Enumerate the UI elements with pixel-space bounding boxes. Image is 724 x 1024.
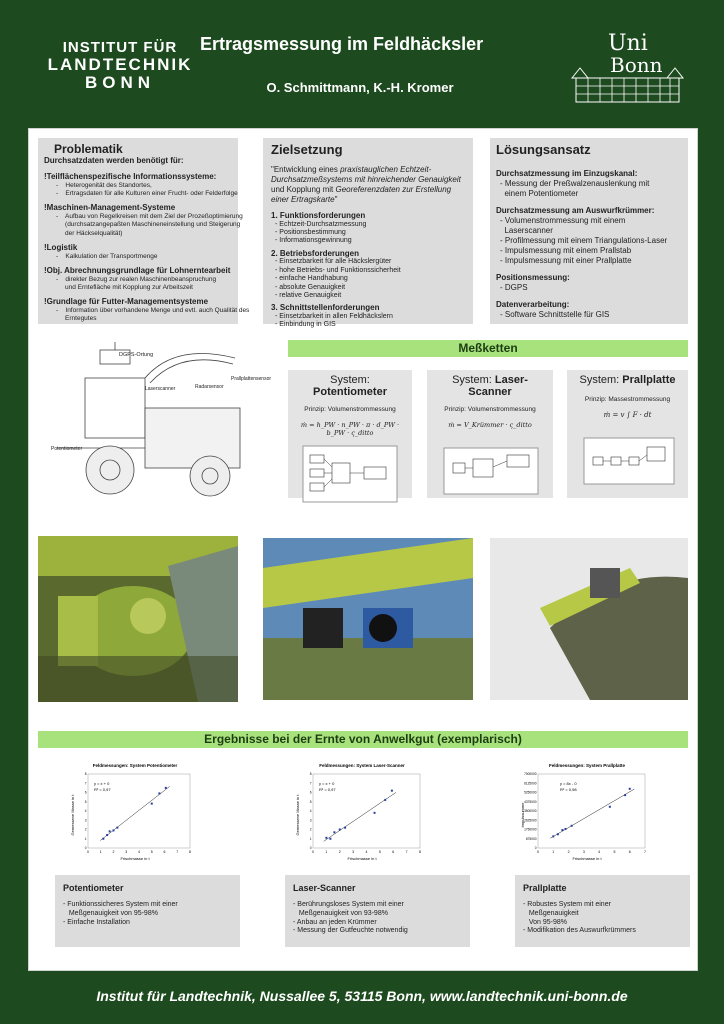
- loesung-section-item: - Messung der Preßwalzenauslenkung mit: [500, 179, 650, 188]
- chart-r2: R² = 0,97: [319, 787, 336, 792]
- x-tick-label: 0: [537, 850, 539, 854]
- x-tick-label: 3: [352, 850, 355, 854]
- x-tick-label: 2: [567, 850, 570, 854]
- uni-logo-text-1: Uni: [608, 31, 648, 56]
- problematik-item-sub: - Heterogenität des Standortes,: [56, 182, 152, 189]
- x-tick-label: 2: [338, 850, 341, 854]
- summary-list: [293, 901, 462, 936]
- summary-item: - Einfache Installation: [63, 918, 130, 926]
- zielsetzung-section-item: - Informationsgewinnung: [275, 237, 352, 245]
- loesung-section-head: Datenverarbeitung:: [496, 300, 570, 309]
- problematik-item-sub: (durchsatzangepaßten Maschineneinstellung und Steigerung: [56, 221, 241, 229]
- x-tick-label: 5: [613, 850, 616, 854]
- loesung-section-item: einem Potentiometer: [500, 189, 579, 198]
- data-point: [571, 825, 573, 827]
- x-tick-label: 4: [138, 850, 140, 854]
- loesung-section-head: Positionsmessung:: [496, 273, 570, 282]
- system-title-2: [431, 374, 549, 398]
- chart-title: Feldmessungen: System Laser-Scanner: [319, 763, 405, 768]
- x-tick-label: 1: [325, 850, 328, 854]
- problematik-title: Problematik: [54, 142, 123, 156]
- problematik-item-head: !Maschinen-Management-Systeme: [44, 203, 176, 213]
- x-tick-label: 0: [87, 850, 89, 854]
- zielsetzung-section-item: - Einbindung in GIS: [275, 321, 336, 329]
- y-tick-label: 1: [84, 836, 87, 841]
- data-point: [333, 831, 335, 833]
- y-tick-label: 6: [309, 790, 312, 795]
- system-principle-1: Prinzip: Volumenstrommessung: [304, 406, 396, 413]
- problematik-item-head: !Obj. Abrechnungsgrundlage für Lohnerntearbeit: [44, 265, 231, 275]
- loesung-section-head: Durchsatzmessung im Einzugskanal:: [496, 169, 638, 178]
- y-tick-label: 4375000: [524, 799, 537, 804]
- chart-xlabel: Frischmasse in t: [572, 856, 602, 861]
- label-potentiometer: Potentiometer: [51, 446, 83, 452]
- problematik-item-head: !Logistik: [44, 242, 78, 252]
- system-name-3: Prallplatte: [622, 374, 676, 386]
- system-title-1: [292, 374, 408, 398]
- chart-potentiometer: [70, 760, 200, 865]
- y-tick-label: 1: [309, 836, 312, 841]
- chart-equation: y = x + 0: [94, 781, 110, 786]
- footer-address: Institut für Landtechnik, Nussallee 5, 53115 Bonn, www.landtechnik.uni-bonn.de: [96, 988, 628, 1004]
- zielsetzung-section-item: - Echtzeit-Durchsatzmessung: [275, 220, 367, 228]
- university-logo: [570, 28, 685, 106]
- data-point: [151, 803, 153, 805]
- data-point: [116, 827, 118, 829]
- loesung-section-item: - DGPS: [500, 283, 528, 292]
- loesung-section-item: - Volumenstrommessung mit einem: [500, 216, 626, 225]
- intro-part-2: praxistauglichen Echtzeit-Durchsatzmeßsystems mit hinreichender Genauigkeit: [271, 165, 461, 184]
- x-tick-label: 3: [125, 850, 128, 854]
- y-tick-label: 6: [84, 790, 87, 795]
- y-tick-label: 2: [84, 827, 87, 832]
- label-prallplatte: Prallplattensensor: [231, 376, 272, 382]
- y-tick-label: 8: [84, 772, 87, 777]
- y-tick-label: 4: [309, 809, 312, 814]
- data-point: [158, 792, 160, 794]
- problematik-item-sub: der Häckselqualität): [56, 229, 123, 237]
- chart-ylabel: Gemessene Masse in t: [70, 794, 75, 836]
- zielsetzung-section-item: - hohe Betriebs- und Funktionssicherheit: [275, 266, 401, 274]
- summary-item: Meßgenauigkeit: [523, 909, 579, 917]
- system-prefix-2: System:: [452, 374, 495, 386]
- chart-xlabel: Frischmasse in t: [120, 856, 150, 861]
- zielsetzung-intro: [271, 165, 465, 205]
- summary-prallplatte: [515, 875, 690, 947]
- summary-list: [63, 901, 232, 927]
- poster-authors: O. Schmittmann, K.-H. Kromer: [266, 80, 454, 95]
- y-tick-label: 1750000: [524, 827, 537, 832]
- problematik-subtitle: Durchsatzdaten werden benötigt für:: [44, 156, 184, 165]
- system-prallplatte-box: [567, 370, 688, 498]
- data-point: [565, 828, 567, 830]
- intro-part-4: Georeferenzdaten zur Erstellung einer Ertragskarte: [271, 185, 452, 204]
- summary-item: - Berührungsloses System mit einer: [293, 901, 404, 908]
- y-tick-label: 5: [84, 799, 87, 804]
- y-tick-label: 5250000: [524, 790, 537, 795]
- x-tick-label: 4: [365, 850, 368, 854]
- logo-line-3: BONN: [84, 72, 156, 92]
- label-dgps: DGPS-Ortung: [119, 352, 154, 358]
- photo-prallplatte-discharge: [490, 538, 688, 700]
- y-tick-label: 3: [309, 818, 312, 823]
- logo-line-1: INSTITUT FÜR: [62, 39, 178, 56]
- zielsetzung-list: [271, 211, 465, 330]
- problematik-item-sub: und Erntefläche mit Kopplung zur Arbeitszeit: [56, 283, 193, 291]
- chart-r2: R² = 0,97: [94, 787, 111, 792]
- x-tick-label: 5: [150, 850, 153, 854]
- data-point: [106, 834, 108, 836]
- y-tick-label: 2: [309, 827, 312, 832]
- institute-logo: [30, 40, 210, 91]
- x-tick-label: 6: [628, 850, 631, 854]
- system-formula-2: ṁ = V_Krümmer · ς_ditto: [448, 421, 532, 430]
- zielsetzung-box: [263, 138, 473, 329]
- data-point: [374, 812, 376, 814]
- forage-harvester-diagram: [45, 338, 283, 506]
- loesung-list: [496, 169, 682, 320]
- y-tick-label: 7: [309, 781, 312, 786]
- y-tick-label: 6125000: [524, 781, 537, 786]
- x-tick-label: 8: [189, 850, 191, 854]
- zielsetzung-section-item: - relative Genauigkeit: [275, 291, 342, 299]
- x-tick-label: 0: [312, 850, 314, 854]
- messketten-bar: Meßketten: [288, 340, 688, 357]
- chart-laserscanner: [295, 760, 430, 865]
- data-point: [109, 830, 111, 832]
- chart-equation: y = 8x - 0: [560, 781, 577, 786]
- x-tick-label: 7: [176, 850, 179, 854]
- system-formula-3: ṁ = v ∫ F · dt: [603, 411, 652, 420]
- system-name-2: Laser-Scanner: [468, 374, 528, 398]
- loesung-section-item: - Profilmessung mit einem Triangulations-Laser: [500, 236, 668, 245]
- photo-potentiometer-installation: [38, 536, 238, 702]
- system-prefix-1: System:: [330, 374, 370, 386]
- system-potentiometer-box: [288, 370, 412, 498]
- y-tick-label: 875000: [525, 836, 537, 841]
- x-tick-label: 3: [582, 850, 585, 854]
- y-tick-label: 0: [309, 846, 312, 851]
- problematik-item-sub: - Ertragsdaten für alle Kulturen einer Frucht- oder Felderfolge: [56, 190, 238, 198]
- data-point: [102, 838, 104, 840]
- summary-item: - Funktionssicheres System mit einer: [63, 901, 178, 908]
- data-point: [339, 829, 341, 831]
- y-tick-label: 5: [309, 799, 312, 804]
- summary-item: Von 95-98%: [523, 918, 567, 926]
- y-tick-label: 8: [309, 772, 312, 777]
- label-laserscanner: Laserscanner: [145, 386, 176, 392]
- problematik-item-sub: - Aufbau von Regelkreisen mit dem Ziel der Prozeßoptimierung: [56, 213, 243, 221]
- data-point: [391, 790, 393, 792]
- loesung-section-head: Durchsatzmessung am Auswurfkrümmer:: [496, 206, 655, 215]
- x-tick-label: 6: [392, 850, 395, 854]
- chart-ylabel: Impulssumme: [520, 802, 525, 828]
- data-point: [384, 799, 386, 801]
- photo-laserscanner-mounting: [263, 538, 473, 700]
- problematik-item-head: !Teilflächenspezifische Informationssysteme:: [44, 172, 217, 181]
- problematik-item-sub: - Kalkulation der Transportmenge: [56, 252, 158, 260]
- data-point: [344, 827, 346, 829]
- zielsetzung-section-head: 3. Schnittstellenforderungen: [271, 303, 380, 313]
- x-tick-label: 8: [419, 850, 421, 854]
- data-point: [609, 806, 611, 808]
- system-schematic-3: [583, 437, 675, 485]
- summary-title: Potentiometer: [63, 883, 124, 893]
- data-point: [552, 835, 554, 837]
- y-tick-label: 7000000: [524, 772, 537, 777]
- zielsetzung-title: Zielsetzung: [271, 142, 343, 157]
- chart-prallplatte: [520, 760, 655, 865]
- y-tick-label: 0: [534, 846, 537, 851]
- summary-item: Meßgenauigkeit von 95-98%: [63, 909, 158, 917]
- ergebnisse-bar: Ergebnisse bei der Ernte von Anwelkgut (exemplarisch): [38, 731, 688, 748]
- uni-logo-text-2: Bonn: [610, 53, 663, 77]
- summary-item: Meßgenauigkeit von 93-98%: [293, 909, 388, 917]
- x-tick-label: 4: [598, 850, 601, 854]
- poster-title: Ertragsmessung im Feldhäcksler: [200, 34, 484, 54]
- zielsetzung-section-item: - einfache Handhabung: [275, 275, 348, 283]
- intro-part-5: ": [334, 195, 338, 204]
- label-radarsensor: Radarsensor: [195, 384, 224, 390]
- summary-item: - Robustes System mit einer: [523, 901, 611, 908]
- y-tick-label: 0: [84, 846, 87, 851]
- loesung-title: Lösungsansatz: [496, 142, 591, 157]
- system-principle-2: Prinzip: Volumenstrommessung: [444, 406, 536, 413]
- x-tick-label: 6: [163, 850, 166, 854]
- zielsetzung-section-item: - absolute Genauigkeit: [275, 283, 346, 291]
- system-schematic-2: [443, 447, 539, 495]
- system-schematic-1: [302, 445, 398, 503]
- summary-item: - Messung der Gutfeuchte notwendig: [293, 927, 408, 935]
- problematik-item-head: !Grundlage für Futter-Managementsysteme: [44, 297, 209, 306]
- summary-laserscanner: [285, 875, 470, 947]
- x-tick-label: 2: [112, 850, 115, 854]
- x-tick-label: 5: [378, 850, 381, 854]
- zielsetzung-section-item: - Einsetzbarkeit für alle Häckslergüter: [275, 258, 392, 266]
- loesung-section-item: - Impulsmessung mit einem Prallstab: [500, 246, 632, 255]
- chart-title: Feldmessungen: System Prallplatte: [548, 763, 626, 768]
- problematik-item-sub: Erntegutes: [56, 315, 97, 323]
- summary-potentiometer: [55, 875, 240, 947]
- zielsetzung-section-item: - Einsetzbarkeit in allen Feldhäckslern: [275, 312, 393, 320]
- system-formula-1: ṁ = h_PW · n_PW · π · d_PW · b_PW · ς_ditto: [300, 421, 400, 438]
- intro-part-1: "Entwicklung eines: [271, 165, 341, 174]
- intro-part-3: und Kopplung mit: [271, 185, 336, 194]
- data-point: [557, 833, 559, 835]
- summary-list: [523, 901, 682, 936]
- summary-title: Laser-Scanner: [293, 883, 356, 893]
- x-tick-label: 7: [644, 850, 646, 854]
- system-title-3: [571, 374, 684, 386]
- summary-item: - Modifikation des Auswurfkrümmers: [523, 927, 636, 935]
- zielsetzung-section-item: - Positionsbestimmung: [275, 228, 346, 236]
- y-tick-label: 3500000: [524, 809, 537, 814]
- data-point: [561, 829, 563, 831]
- zielsetzung-section-head: 2. Betriebsforderungen: [271, 248, 360, 258]
- chart-title: Feldmessungen: System Potentiometer: [92, 763, 178, 768]
- data-point: [624, 794, 626, 796]
- summary-title: Prallplatte: [523, 883, 567, 893]
- data-point: [325, 837, 327, 839]
- loesung-box: [490, 138, 688, 324]
- data-point: [113, 829, 115, 831]
- y-tick-label: 2625000: [524, 818, 537, 823]
- x-tick-label: 7: [405, 850, 408, 854]
- chart-r2: R² = 0,98: [560, 787, 577, 792]
- problematik-item-sub: - direkter Bezug zur realen Maschinenbeanspruchung: [56, 275, 217, 283]
- y-tick-label: 7: [84, 781, 87, 786]
- data-point: [165, 787, 167, 789]
- x-tick-label: 1: [552, 850, 555, 854]
- zielsetzung-section-head: 1. Funktionsforderungen: [271, 211, 366, 220]
- y-tick-label: 4: [84, 809, 87, 814]
- system-principle-3: Prinzip: Massestrommessung: [584, 396, 671, 403]
- loesung-section-item: - Software Schnittstelle für GIS: [500, 310, 610, 319]
- data-point: [329, 838, 331, 840]
- problematik-item-sub: - Information über vorhandene Menge und evtl. auch Qualität des: [56, 307, 250, 314]
- chart-equation: y = x + 0: [319, 781, 335, 786]
- logo-line-2: LANDTECHNIK: [47, 54, 193, 74]
- problematik-list: [44, 172, 250, 323]
- x-tick-label: 1: [99, 850, 102, 854]
- system-laserscanner-box: [427, 370, 553, 498]
- system-name-1: Potentiometer: [313, 386, 387, 398]
- data-point: [629, 788, 631, 790]
- chart-ylabel: Gemessene Masse in t: [295, 794, 300, 836]
- loesung-section-item: - Impulsmessung mit einer Prallplatte: [500, 256, 632, 265]
- loesung-section-item: Laserscanner: [500, 226, 553, 235]
- problematik-box: [38, 138, 250, 324]
- chart-xlabel: Frischmasse in t: [347, 856, 377, 861]
- system-prefix-3: System:: [579, 374, 623, 386]
- y-tick-label: 3: [84, 818, 87, 823]
- summary-item: - Anbau an jeden Krümmer: [293, 918, 377, 926]
